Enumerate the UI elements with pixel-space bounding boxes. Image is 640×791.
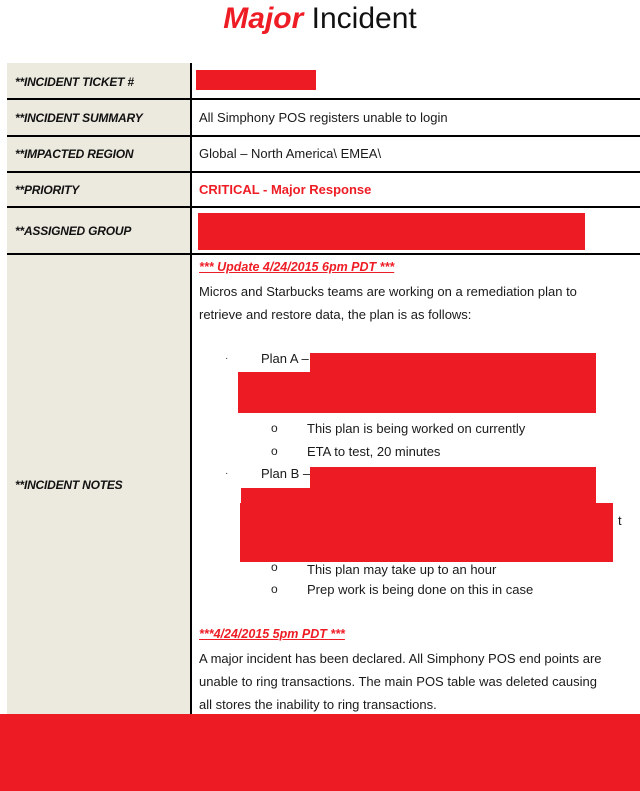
label-incident-notes: **INCIDENT NOTES bbox=[15, 478, 123, 492]
plan-b-trailing-text: t bbox=[618, 513, 622, 528]
label-incident-ticket: **INCIDENT TICKET # bbox=[15, 75, 134, 89]
row-divider bbox=[7, 171, 640, 173]
bullet-icon: · bbox=[225, 353, 229, 364]
sub-bullet-icon: o bbox=[271, 560, 278, 574]
value-incident-summary: All Simphony POS registers unable to login bbox=[199, 110, 448, 125]
redacted-plan-b bbox=[240, 503, 613, 562]
redacted-footer bbox=[0, 714, 640, 791]
label-assigned-group: **ASSIGNED GROUP bbox=[15, 224, 132, 238]
row-divider bbox=[7, 253, 640, 255]
plan-b-detail: This plan may take up to an hour bbox=[307, 562, 497, 577]
update-6pm-line: Micros and Starbucks teams are working on a remediation plan to bbox=[199, 284, 577, 299]
redacted-ticket-number bbox=[196, 70, 316, 90]
update-6pm-line: retrieve and restore data, the plan is as follows: bbox=[199, 307, 472, 322]
plan-a-detail: ETA to test, 20 minutes bbox=[307, 444, 441, 459]
bullet-icon: · bbox=[225, 468, 229, 479]
row-divider bbox=[7, 135, 640, 137]
plan-a-label: Plan A – bbox=[261, 351, 309, 366]
update-5pm-line: unable to ring transactions. The main POS table was deleted causing bbox=[199, 674, 597, 689]
update-5pm-line: A major incident has been declared. All Simphony POS end points are bbox=[199, 651, 602, 666]
label-priority: **PRIORITY bbox=[15, 183, 80, 197]
sub-bullet-icon: o bbox=[271, 582, 278, 596]
value-impacted-region: Global – North America\ EMEA\ bbox=[199, 146, 382, 161]
sub-bullet-icon: o bbox=[271, 421, 278, 435]
plan-b-detail: Prep work is being done on this in case bbox=[307, 582, 534, 597]
title-emphasis: Major bbox=[223, 2, 304, 35]
label-incident-summary: **INCIDENT SUMMARY bbox=[15, 111, 143, 125]
plan-b-label: Plan B – bbox=[261, 466, 311, 481]
update-heading-6pm: *** Update 4/24/2015 6pm PDT *** bbox=[199, 260, 395, 274]
label-impacted-region: **IMPACTED REGION bbox=[15, 147, 134, 161]
row-divider bbox=[7, 206, 640, 208]
redacted-plan-a bbox=[310, 353, 596, 373]
page-title bbox=[0, 0, 640, 38]
sub-bullet-icon: o bbox=[271, 444, 278, 458]
update-5pm-line: all stores the inability to ring transactions. bbox=[199, 697, 437, 712]
redacted-assigned-group bbox=[198, 213, 585, 250]
row-divider bbox=[7, 98, 640, 100]
update-heading-5pm: ***4/24/2015 5pm PDT *** bbox=[199, 627, 345, 641]
redacted-plan-a bbox=[238, 372, 596, 413]
plan-a-detail: This plan is being worked on currently bbox=[307, 421, 526, 436]
value-priority: CRITICAL - Major Response bbox=[199, 182, 372, 197]
title-rest: Incident bbox=[311, 2, 417, 35]
